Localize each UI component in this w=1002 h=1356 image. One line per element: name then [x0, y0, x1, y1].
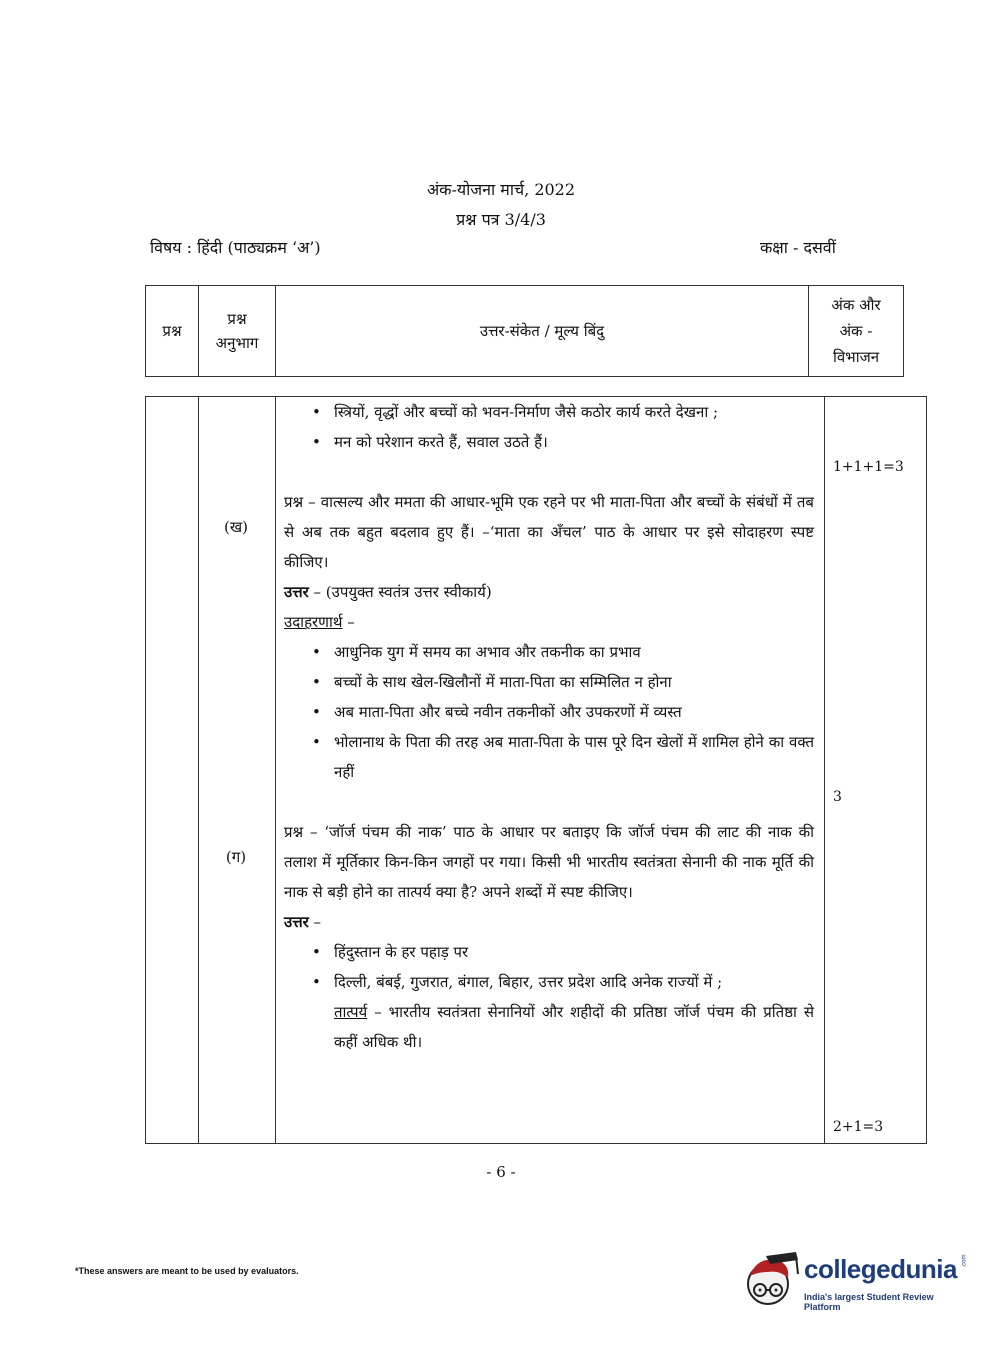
evaluator-note: *These answers are meant to be used by evaluators.	[75, 1266, 299, 1276]
answer-dash: –	[308, 913, 322, 931]
meaning-line	[284, 997, 814, 1057]
header-marks-line2: अंक -	[839, 322, 873, 340]
part-cell	[199, 397, 276, 1144]
document-title: अंक-योजना मार्च, 2022	[426, 180, 576, 199]
table-header	[145, 285, 904, 377]
header-marks-line3: विभाजन	[832, 348, 880, 366]
list-item: • मन को परेशान करते हैं, सवाल उठते हैं।	[334, 427, 814, 457]
points-ga	[284, 937, 814, 997]
answer-label: उत्तर	[284, 913, 309, 931]
list-item: • हिंदुस्तान के हर पहाड़ पर	[334, 937, 814, 967]
question-number-cell	[146, 397, 199, 1144]
logo-com: .com	[961, 1254, 968, 1268]
subject-line: विषय : हिंदी (पाठ्यक्रम ‘अ’)	[150, 238, 321, 257]
points-kha	[284, 637, 814, 787]
marks-kha: 3	[833, 789, 842, 805]
collegedunia-logo	[744, 1248, 972, 1312]
logo-name: collegedunia	[804, 1254, 957, 1284]
example-line	[284, 607, 814, 637]
class-line: कक्षा - दसवीं	[760, 238, 836, 257]
header-part-line2: अनुभाग	[215, 334, 259, 352]
example-label: उदाहरणार्थ	[284, 613, 343, 631]
paper-code: प्रश्न पत्र 3/4/3	[456, 210, 546, 229]
header-part-line1: प्रश्न	[227, 310, 247, 328]
marks-ka: 1+1+1=3	[833, 459, 904, 475]
answer-cell	[276, 397, 825, 1144]
meaning-text: – भारतीय स्वतंत्रता सेनानियों और शहीदों की प्रतिष्ठा जॉर्ज पंचम की प्रतिष्ठा से कहीं अधिक थी।	[334, 1003, 814, 1051]
list-item: • आधुनिक युग में समय का अभाव और तकनीक का प्रभाव	[334, 637, 814, 667]
meaning-label: तात्पर्य	[334, 1003, 368, 1021]
header-marks	[809, 286, 904, 377]
header-marks-line1: अंक और	[831, 296, 881, 314]
answer-note: – (उपयुक्त स्वतंत्र उत्तर स्वीकार्य)	[308, 583, 492, 601]
part-label-ga: (ग)	[225, 848, 247, 866]
question-ga: प्रश्न – ‘जॉर्ज पंचम की नाक’ पाठ के आधार पर बताइए कि जॉर्ज पंचम की लाट की नाक की तलाश में मूर्तिकार किन-किन जगहों पर गया। किसी भी भारतीय स्वतंत्रता सेनानी की नाक मूर्ति की नाक से बड़ी होने का तात्पर्य क्या है? अपने शब्दों में स्पष्ट कीजिए।	[284, 823, 814, 901]
list-item: • अब माता-पिता और बच्चे नवीन तकनीकों और उपकरणों में व्यस्त	[334, 697, 814, 727]
list-item: • स्त्रियों, वृद्धों और बच्चों को भवन-निर्माण जैसे कठोर कार्य करते देखना ;	[334, 397, 814, 427]
answer-line-kha	[284, 577, 814, 607]
question-kha: प्रश्न – वात्सल्य और ममता की आधार-भूमि एक रहने पर भी माता-पिता और बच्चों के संबंधों में तब से अब तक बहुत बदलाव हुए हैं। –‘माता का अँचल’ पाठ के आधार पर इसे सोदाहरण स्पष्ट कीजिए।	[284, 493, 814, 571]
list-item: • दिल्ली, बंबई, गुजरात, बंगाल, बिहार, उत्तर प्रदेश आदि अनेक राज्यों में ;	[334, 967, 814, 997]
answer-line-ga	[284, 907, 814, 937]
logo-tagline: India's largest Student Review Platform	[804, 1292, 934, 1312]
example-dash: –	[342, 613, 355, 631]
part-label-kha: (ख)	[224, 518, 248, 536]
header-part	[199, 286, 276, 377]
header-question: प्रश्न	[146, 286, 199, 377]
points-ka-tail	[284, 397, 814, 457]
answer-label: उत्तर	[284, 583, 309, 601]
answer-table	[145, 396, 927, 1144]
marks-cell	[825, 397, 927, 1144]
header-answer: उत्तर-संकेत / मूल्य बिंदु	[276, 286, 809, 377]
list-item: • भोलानाथ के पिता की तरह अब माता-पिता के पास पूरे दिन खेलों में शामिल होने का वक्त नहीं	[334, 727, 814, 787]
mascot-icon	[744, 1248, 800, 1312]
list-item: • बच्चों के साथ खेल-खिलौनों में माता-पिता का सम्मिलित न होना	[334, 667, 814, 697]
marks-ga: 2+1=3	[833, 1119, 884, 1135]
page-number: - 6 -	[486, 1163, 516, 1181]
